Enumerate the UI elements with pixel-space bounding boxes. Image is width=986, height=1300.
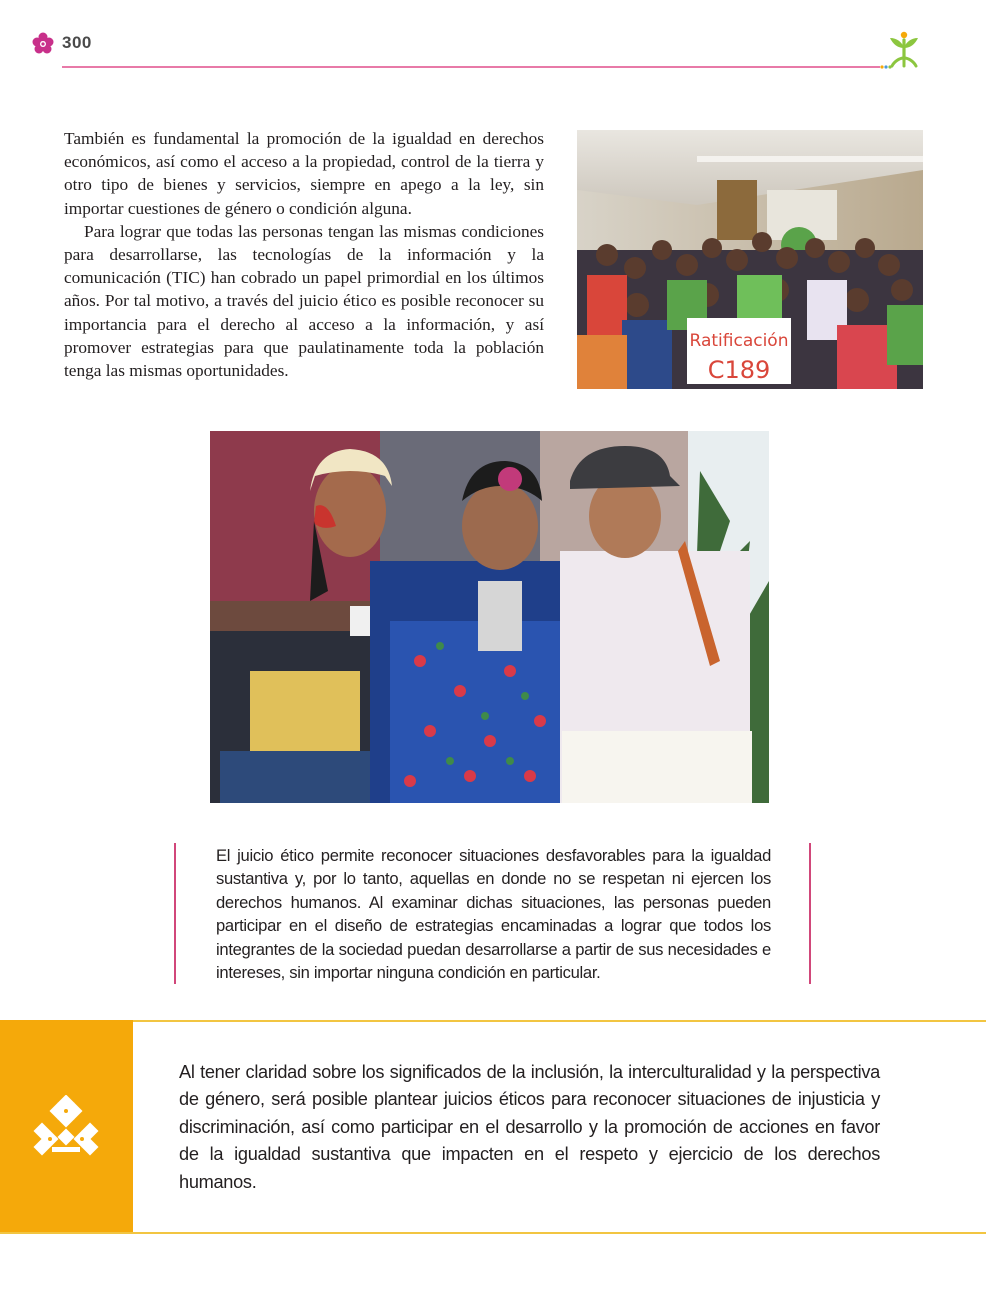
conclusion-rule-top [0,1020,986,1022]
quote-box [174,843,812,984]
quote-text: El juicio ético permite reconocer situaciones desfavorables para la igualdad sustantiva y, por lo tanto, aquellas en donde no se respetan ni ejercen los derechos humanos. Al examinar dichas situaciones, las personas pueden participar en el diseño de estrategias encaminadas a lograr que todos los integrantes de la sociedad puedan desarrollarse a partir de sus necesidades e intereses, sin importar ninguna condición en particular. [216,846,771,983]
flower-icon [30,30,56,56]
sign-text-line-1: Ratificación [689,331,789,351]
conclusion-rule-bottom [0,1232,986,1234]
intro-paragraph-2: Para lograr que todas las personas tengan las mismas condiciones para desarrollarse, las tecnologías de la información y la comunicación (TIC) han cobrado un papel primordial en los últimos años. Por tal motivo, a través del juicio ético es posible reconocer su importancia para el derecho al acceso a la información, y así promover estrategias para que paulatinamente toda la población tenga las mismas oportunidades. [64,221,544,381]
sign-text-line-2: C189 [707,356,771,384]
quote-bar-right [809,843,811,984]
quote-bar-left [174,843,176,984]
header-rule [62,66,880,68]
sprout-icon [884,30,924,70]
intro-text [64,127,544,382]
meeting-photo [577,130,923,389]
conclusion-box [0,1020,986,1235]
emblem-icon [30,1095,102,1159]
page-number: 300 [62,33,92,52]
intro-paragraph-1: También es fundamental la promoción de la igualdad en derechos económicos, así como el acceso a la propiedad, control de la tierra y otro tipo de bienes y servicios, siempre en apego a la ley, sin importar cuestiones de género o condición alguna. [64,129,544,218]
conclusion-text: Al tener claridad sobre los significados de la inclusión, la interculturalidad y la perspectiva de género, será posible plantear juicios éticos para reconocer situaciones de injusticia y discriminación, así como participar en el desarrollo y la promoción de acciones en favor de la igualdad sustantiva que impacten en el respeto y ejercicio de los derechos humanos. [179,1062,880,1192]
page-header [0,0,986,80]
conclusion-side-panel [0,1020,133,1234]
women-photo [210,431,769,803]
